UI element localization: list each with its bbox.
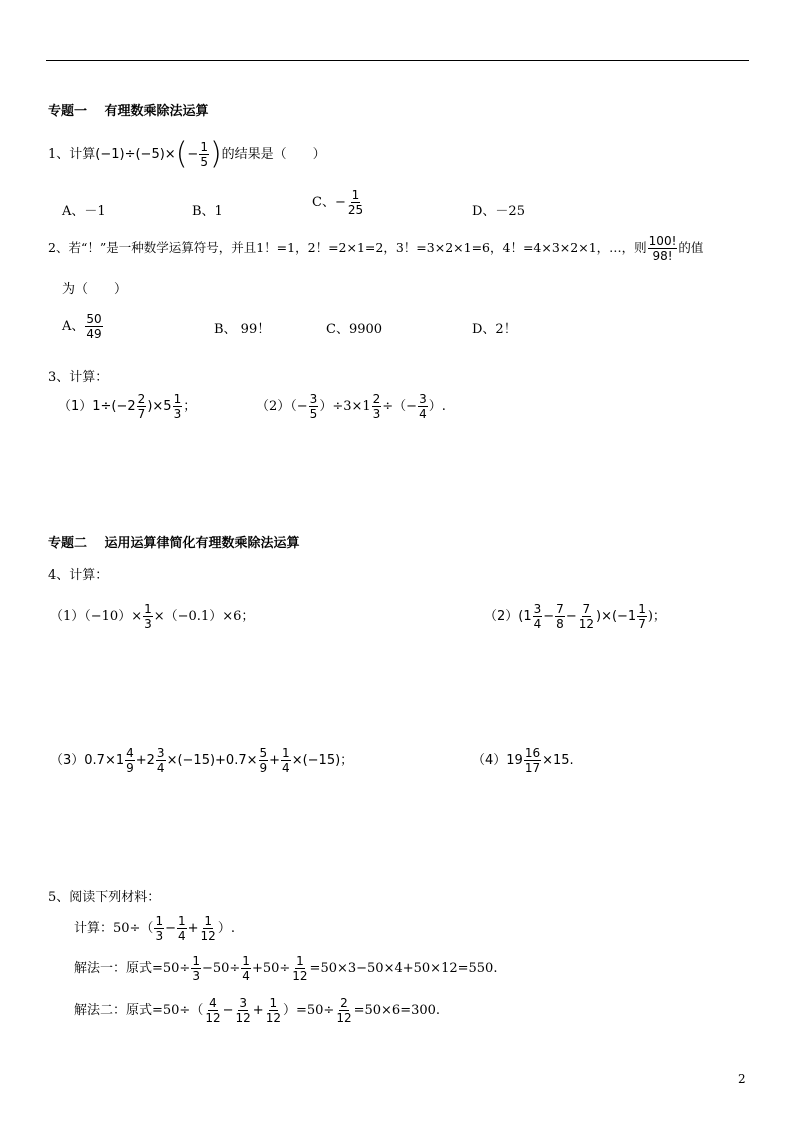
fraction: $\frac{1}{12}$: [200, 914, 216, 943]
q2-option-c: C、9900: [326, 322, 383, 337]
paren-right: ): [209, 136, 222, 172]
q4-part1: （1）（−10）× $\frac{1}{3}$ ×（−0.1）×6；: [50, 602, 255, 631]
q1-option-d: D、－25: [472, 204, 525, 219]
q1-option-c: C、− $\frac{1}{25}$: [312, 188, 364, 217]
q5-line3: 解法二：原式=50÷（ $\frac{4}{12}$ − $\frac{3}{12}$ + $\frac{1}{12}$ ）=50÷ $\frac{2}{12}$ =50×6=300.: [74, 996, 441, 1025]
fraction: $\frac{1}{4}$: [242, 954, 250, 983]
q1-minus: −: [187, 147, 199, 162]
fraction: $\frac{1}{3}$: [155, 914, 164, 943]
page-number: 2: [738, 1072, 746, 1086]
fraction: $\frac{2}{12}$: [336, 996, 352, 1025]
fraction: $\frac{1}{5}$: [200, 140, 208, 169]
fraction: $\frac{1}{3}$: [192, 954, 200, 983]
q1-stem: [48, 136, 326, 172]
fraction: $\frac{2}{3}$: [372, 392, 381, 421]
header-rule: [46, 60, 749, 61]
fraction: $\frac{50}{49}$: [86, 312, 102, 341]
q3-part2: （2）（− $\frac{3}{5}$ ）÷3×1 $\frac{2}{3}$ ÷（− $\frac{3}{4}$ ）.: [256, 392, 446, 421]
fraction: $\frac{5}{9}$: [259, 746, 268, 775]
fraction: $\frac{1}{4}$: [177, 914, 186, 943]
fraction: $\frac{2}{7}$: [137, 392, 146, 421]
fraction: $\frac{1}{12}$: [292, 954, 308, 983]
fraction: $\frac{3}{4}$: [419, 392, 427, 421]
q3-part1: （1）1÷(−2 $\frac{2}{7}$ )×5 $\frac{1}{3}$ ；: [58, 392, 197, 421]
q1-option-a: A、－1: [62, 204, 106, 219]
q2-stem: [48, 234, 703, 263]
fraction: $\frac{1}{7}$: [638, 602, 646, 631]
fraction: $\frac{3}{5}$: [309, 392, 318, 421]
fraction: $\frac{1}{25}$: [347, 188, 364, 217]
q2-tail: 的值: [678, 240, 704, 255]
q3-title: 3、计算：: [48, 370, 109, 385]
fraction: $\frac{1}{4}$: [282, 746, 290, 775]
q2-option-a: A、 $\frac{50}{49}$: [62, 312, 102, 341]
section1-title: 专题一 有理数乘除法运算: [48, 104, 209, 119]
q2-line2: 为（ ）: [62, 282, 128, 297]
section2-title: 专题二 运用运算律简化有理数乘除法运算: [48, 536, 300, 551]
q4-part2: （2）(1 $\frac{3}{4}$ − $\frac{7}{8}$ − $\frac{7}{12}$ )×(−1 $\frac{1}{7}$ )；: [484, 602, 666, 631]
q2-option-b: B、 99！: [214, 322, 271, 337]
q1-expr: (−1)÷(−5)×: [95, 147, 176, 162]
fraction: $\frac{100!}{98!}$: [648, 234, 677, 263]
q1-option-b: B、1: [192, 204, 223, 219]
paren-left: (: [175, 136, 188, 172]
q5-line2: 解法一：原式=50÷ $\frac{1}{3}$ −50÷ $\frac{1}{4}$ +50÷ $\frac{1}{12}$ =50×3−50×4+50×12=550.: [74, 954, 498, 983]
fraction: $\frac{1}{3}$: [144, 602, 152, 631]
q4-part3: （3）0.7×1 $\frac{4}{9}$ +2 $\frac{3}{4}$ ×(−15)+0.7× $\frac{5}{9}$ + $\frac{1}{4}$ ×(−15)；: [50, 746, 354, 775]
q1-tail: 的结果是（ ）: [221, 147, 326, 162]
q4-title: 4、计算：: [48, 568, 109, 583]
q4-part4: （4）19 $\frac{16}{17}$ ×15.: [472, 746, 574, 775]
fraction: $\frac{1}{3}$: [173, 392, 182, 421]
q1-number: 1、计算: [48, 147, 96, 162]
q2-text: 2、若“！”是一种数学运算符号，并且1！=1，2！=2×1=2，3！=3×2×1=6，4！=4×3×2×1，…，则: [48, 240, 647, 255]
fraction: $\frac{4}{9}$: [126, 746, 134, 775]
q5-line1: 计算：50÷（ $\frac{1}{3}$ − $\frac{1}{4}$ + $\frac{1}{12}$ ）.: [74, 914, 235, 943]
q5-title: 5、阅读下列材料：: [48, 890, 161, 905]
fraction: $\frac{1}{12}$: [265, 996, 281, 1025]
q2-option-d: D、2！: [472, 322, 517, 337]
fraction: $\frac{3}{4}$: [156, 746, 165, 775]
fraction: $\frac{3}{12}$: [235, 996, 251, 1025]
fraction: $\frac{3}{4}$: [533, 602, 542, 631]
fraction: $\frac{16}{17}$: [524, 746, 541, 775]
fraction: $\frac{7}{8}$: [556, 602, 564, 631]
fraction: $\frac{7}{12}$: [578, 602, 594, 631]
fraction: $\frac{4}{12}$: [205, 996, 221, 1025]
